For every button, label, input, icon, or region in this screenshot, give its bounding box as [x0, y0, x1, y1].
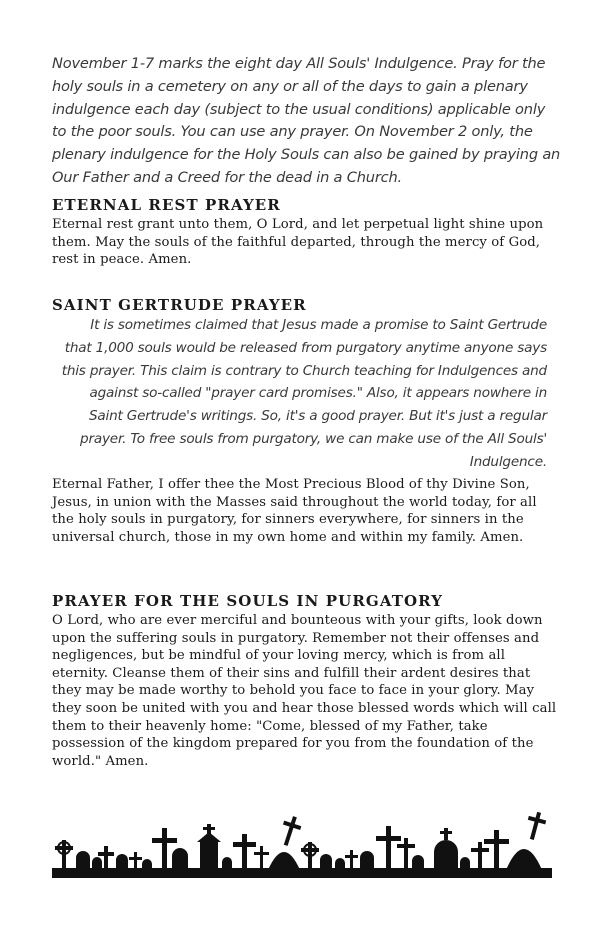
saint-gertrude-text: Eternal Father, I offer thee the Most Precious Blood of thy Divine Son, Jesus, in union with the Masses said throughout the world today, for all the holy souls in purgatory, for sinners everywhere, for sinners in the universal church, those in my own home and within my family. Amen.	[52, 477, 537, 545]
graveyard-silhouette-icon	[52, 812, 552, 878]
souls-purgatory-heading: PRAYER FOR THE SOULS IN PURGATORY	[52, 592, 444, 610]
intro-paragraph: November 1-7 marks the eight day All Souls' Indulgence. Pray for the holy souls in a cemetery on any or all of the days to gain a plenary indulgence each day (subject to the usual conditions) applicable only to the poor souls. You can use any prayer. On November 2 only, the plenary indulgence for the Holy Souls can also be gained by praying an Our Father and a Creed for the dead in a Church.	[52, 55, 561, 186]
souls-purgatory-text: O Lord, who are ever merciful and bounteous with your gifts, look down upon the suffering souls in purgatory. Remember not their offenses and negligences, but be mindful of your loving mercy, which is from all eternity. Cleanse them of their sins and fulfill their ardent desires that they may be made worthy to behold you face to face in your glory. May they soon be united with you and hear those blessed words which will call them to their heavenly home: "Come, blessed of my Father, take possession of the kingdom prepared for you from the foundation of the world." Amen.	[52, 613, 557, 769]
saint-gertrude-note: It is sometimes claimed that Jesus made a promise to Saint Gertrude that 1,000 souls would be released from purgatory anytime anyone says this prayer. This claim is contrary to Church teaching for Indulgences and against so-called "prayer card promises." Also, it appears nowhere in Saint Gertrude's writings. So, it's a good prayer. But it's just a regular prayer. To free souls from purgatory, we can make use of the All Souls' Indulgence.	[61, 317, 547, 470]
eternal-rest-heading: ETERNAL REST PRAYER	[52, 196, 281, 214]
eternal-rest-text: Eternal rest grant unto them, O Lord, and let perpetual light shine upon them. May the souls of the faithful departed, through the mercy of God, rest in peace. Amen.	[52, 217, 544, 268]
saint-gertrude-heading: SAINT GERTRUDE PRAYER	[52, 296, 307, 314]
